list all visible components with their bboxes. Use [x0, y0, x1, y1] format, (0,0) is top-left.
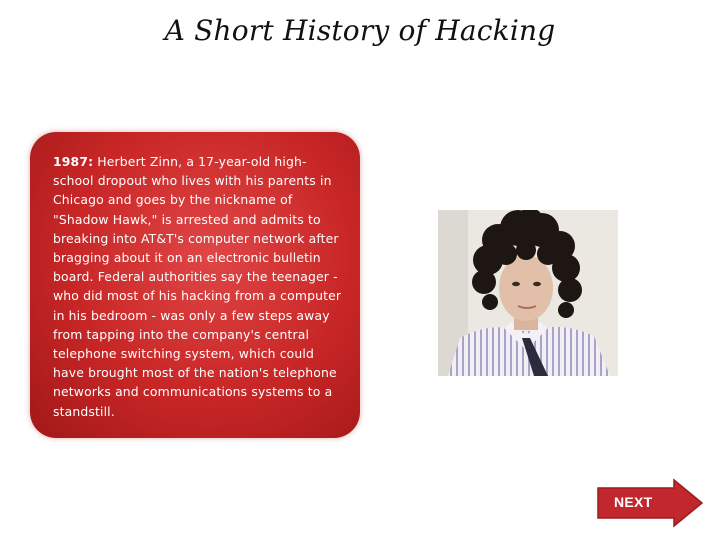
- portrait-illustration: [438, 210, 618, 376]
- history-card-text: [53, 152, 343, 421]
- slide-title: A Short History of Hacking: [164, 14, 556, 47]
- history-year: 1987:: [53, 154, 94, 169]
- portrait-photo: [438, 210, 618, 376]
- next-button[interactable]: [596, 478, 704, 528]
- history-card: [30, 132, 360, 438]
- history-description: Herbert Zinn, a 17-year-old high-school dropout who lives with his parents in Chicago and goes by the nickname of "Shadow Hawk," is arrested and admits to breaking into AT&T's computer network after bragging about it on an electronic bulletin board. Federal authorities say the teenager - who did most of his hacking from a computer in his bedroom - was only a few steps away from tapping into the company's central telephone switching system, which could have brought most of the nation's telephone networks and communications systems to a standstill.: [53, 154, 342, 419]
- next-button-label: NEXT: [614, 494, 653, 510]
